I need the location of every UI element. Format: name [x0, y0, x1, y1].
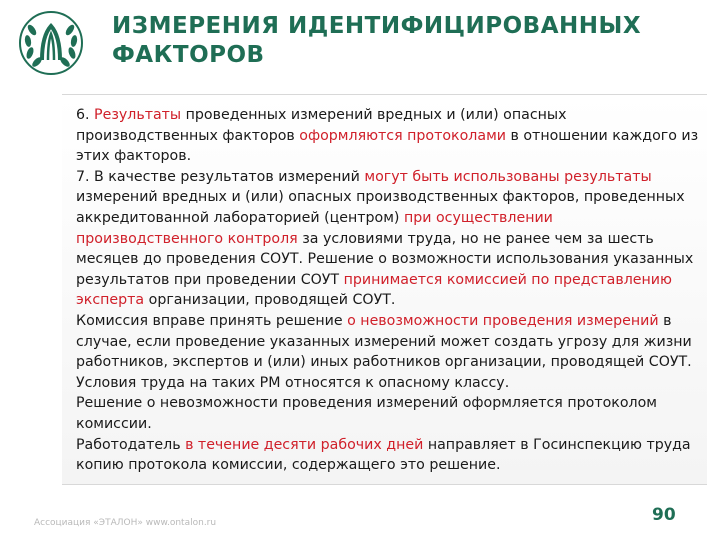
body-text: в случае, если проведение указанных измерений может создать угрозу для жизни работников, экспертов и (или) иных работников организации, проводящей СОУТ. Условия труда на таких РМ относятся к опасному классу.: [76, 312, 692, 391]
body-text: Работодатель: [76, 436, 186, 453]
highlight-text: при осуществлении производственного контроля: [76, 209, 553, 247]
body-text: направляет в Госинспекцию труда копию протокола комиссии, содержащего это решение.: [76, 436, 691, 474]
body-text: измерений вредных и (или) опасных производственных факторов, проведенных аккредитованной лабораторией (центром): [76, 189, 685, 226]
leaf-wreath-logo: [18, 10, 84, 76]
highlight-text: оформляются протоколами: [299, 127, 506, 144]
body-text: за условиями труда, но не ранее чем за шесть месяцев до проведения СОУТ. Решение о возможности использования указанных результатов при проведении СОУТ: [76, 230, 694, 288]
body-text: 7. В качестве результатов измерений: [76, 168, 365, 185]
paragraph-6: [76, 105, 701, 167]
title-line-1: ИЗМЕРЕНИЯ ИДЕНТИФИЦИРОВАННЫХ: [112, 13, 642, 39]
paragraph-decision: [76, 393, 701, 434]
paragraph-commission: [76, 311, 701, 393]
highlight-text: принимается комиссией по представлению эксперта: [76, 271, 672, 309]
body-text: в отношении каждого из этих факторов.: [76, 127, 699, 165]
highlight-text: о невозможности проведения измерений: [347, 312, 659, 329]
body-text: проведенных измерений вредных и (или) опасных производственных факторов: [76, 107, 567, 144]
paragraph-7: [76, 167, 701, 311]
page-title: [112, 12, 702, 70]
body-text: организации, проводящей СОУТ.: [144, 292, 396, 309]
content-panel: [62, 94, 707, 485]
highlight-text: могут быть использованы результаты: [364, 168, 652, 185]
highlight-text: Результаты: [94, 107, 182, 123]
body-text: Комиссия вправе принять решение: [76, 312, 348, 329]
footer-association: Ассоциация «ЭТАЛОН» www.ontalon.ru: [34, 518, 217, 528]
title-line-2: ФАКТОРОВ: [112, 42, 265, 68]
body-text: 6.: [76, 107, 95, 123]
body-text: Решение о невозможности проведения измерений оформляется протоколом комиссии.: [76, 395, 657, 432]
page-number: 90: [652, 505, 676, 525]
highlight-text: в течение десяти рабочих дней: [185, 436, 424, 453]
paragraph-employer: [76, 435, 701, 476]
